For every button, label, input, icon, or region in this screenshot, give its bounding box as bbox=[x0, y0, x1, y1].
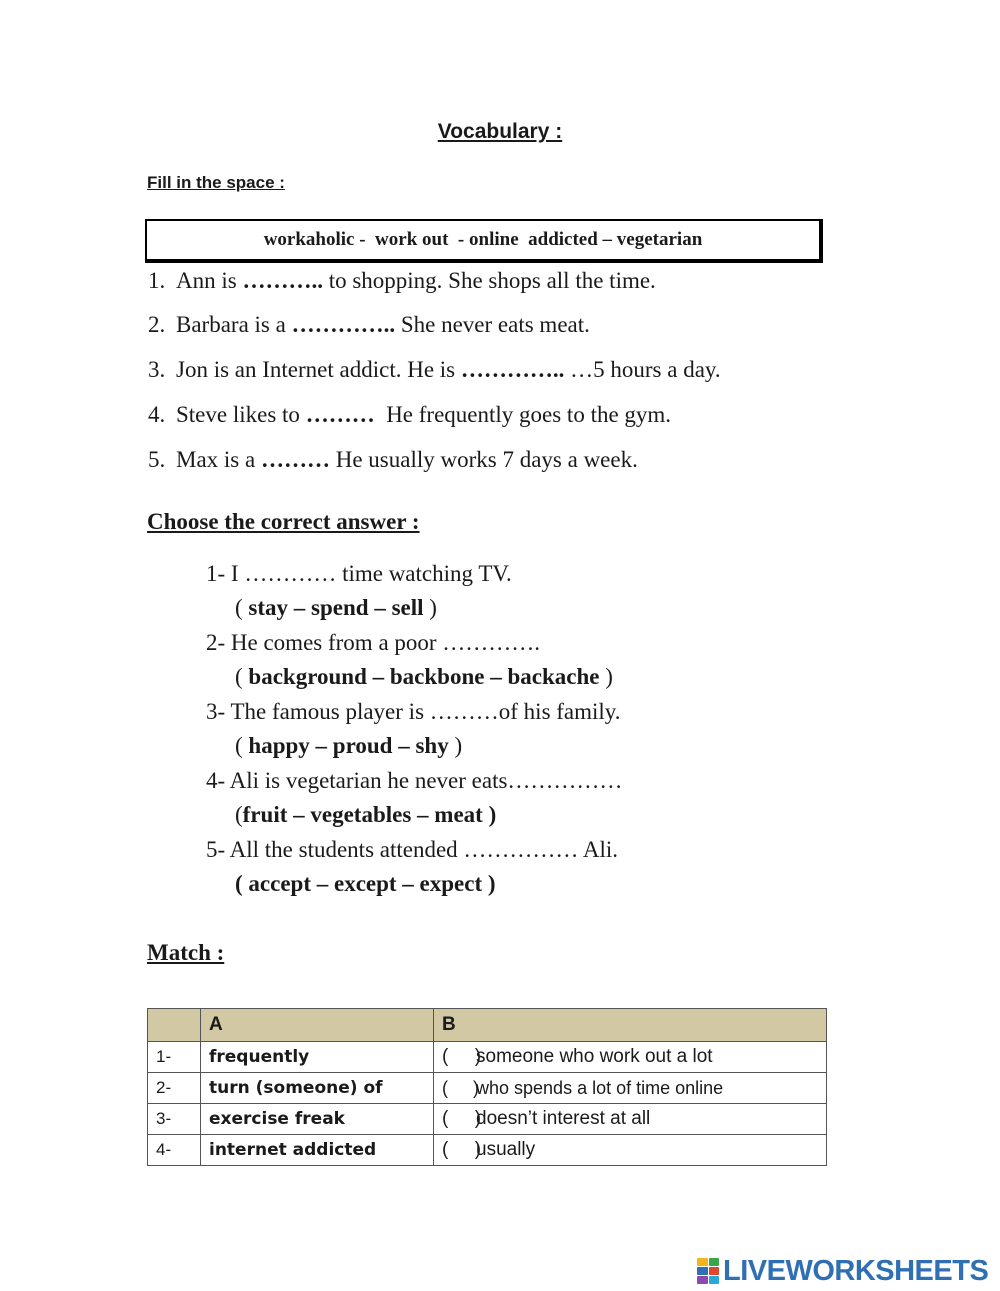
table-row bbox=[148, 1073, 827, 1104]
fill-item: 2. Barbara is a ………….. She never eats meat. bbox=[148, 312, 590, 337]
answer-slot[interactable]: ( ) bbox=[442, 1108, 482, 1129]
question-options[interactable]: ( accept – except – expect ) bbox=[235, 871, 496, 896]
table-row bbox=[148, 1135, 827, 1166]
question-options[interactable]: ( background – backbone – backache ) bbox=[235, 664, 613, 689]
column-a-cell: turn (someone) of bbox=[201, 1073, 434, 1104]
liveworksheets-logo[interactable] bbox=[697, 1256, 988, 1286]
match-heading: Match : bbox=[147, 940, 225, 965]
header-b: B bbox=[434, 1009, 827, 1042]
header-a: A bbox=[201, 1009, 434, 1042]
question-options[interactable]: (fruit – vegetables – meat ) bbox=[235, 802, 497, 827]
answer-slot[interactable]: ( ) bbox=[442, 1139, 482, 1160]
match-table bbox=[147, 1008, 827, 1166]
blank[interactable]: ……… bbox=[305, 402, 375, 427]
column-a-cell: frequently bbox=[201, 1042, 434, 1073]
word-box: workaholic - work out - online addicted – vegetarian bbox=[145, 219, 823, 263]
question-text: 4- Ali is vegetarian he never eats…………… bbox=[206, 768, 623, 793]
fill-item: 3. Jon is an Internet addict. He is ………….. …5 hours a day. bbox=[148, 357, 721, 382]
page-title: Vocabulary : bbox=[437, 120, 563, 143]
row-number: 2- bbox=[148, 1073, 201, 1104]
blank[interactable]: ………….. bbox=[460, 357, 565, 382]
table-row bbox=[148, 1042, 827, 1073]
answer-slot[interactable]: ( ) bbox=[442, 1077, 479, 1098]
blank[interactable]: ……….. bbox=[242, 268, 323, 293]
logo-text: LIVEWORKSHEETS bbox=[723, 1254, 989, 1287]
row-number: 1- bbox=[148, 1042, 201, 1073]
question-options[interactable]: ( stay – spend – sell ) bbox=[235, 595, 437, 620]
column-b-cell: ( )doesn’t interest at all bbox=[434, 1104, 827, 1135]
column-a-cell: exercise freak bbox=[201, 1104, 434, 1135]
blank[interactable]: ……… bbox=[260, 447, 330, 472]
table-row bbox=[148, 1104, 827, 1135]
row-number: 3- bbox=[148, 1104, 201, 1135]
question-text: 3- The famous player is ………of his family. bbox=[206, 699, 621, 724]
blank[interactable]: ………….. bbox=[291, 312, 396, 337]
liveworksheets-logo-icon bbox=[697, 1258, 719, 1284]
column-b-cell: ( )someone who work out a lot bbox=[434, 1042, 827, 1073]
header-num bbox=[148, 1009, 201, 1042]
fill-item: 1. Ann is ……….. to shopping. She shops all the time. bbox=[148, 268, 656, 293]
question-text: 1- I ………… time watching TV. bbox=[206, 561, 512, 586]
column-a-cell: internet addicted bbox=[201, 1135, 434, 1166]
question-text: 2- He comes from a poor …………. bbox=[206, 630, 541, 655]
question-text: 5- All the students attended …………… Ali. bbox=[206, 837, 619, 862]
column-b-cell: ( )usually bbox=[434, 1135, 827, 1166]
fill-item: 4. Steve likes to ……… He frequently goes to the gym. bbox=[148, 402, 672, 427]
match-header-row bbox=[148, 1009, 827, 1042]
row-number: 4- bbox=[148, 1135, 201, 1166]
question-options[interactable]: ( happy – proud – shy ) bbox=[235, 733, 463, 758]
column-b-cell: ( )who spends a lot of time online bbox=[434, 1073, 827, 1104]
answer-slot[interactable]: ( ) bbox=[442, 1046, 482, 1067]
fill-item: 5. Max is a ……… He usually works 7 days a week. bbox=[148, 447, 638, 472]
fill-instruction: Fill in the space : bbox=[147, 173, 285, 192]
choose-heading: Choose the correct answer : bbox=[147, 509, 420, 534]
